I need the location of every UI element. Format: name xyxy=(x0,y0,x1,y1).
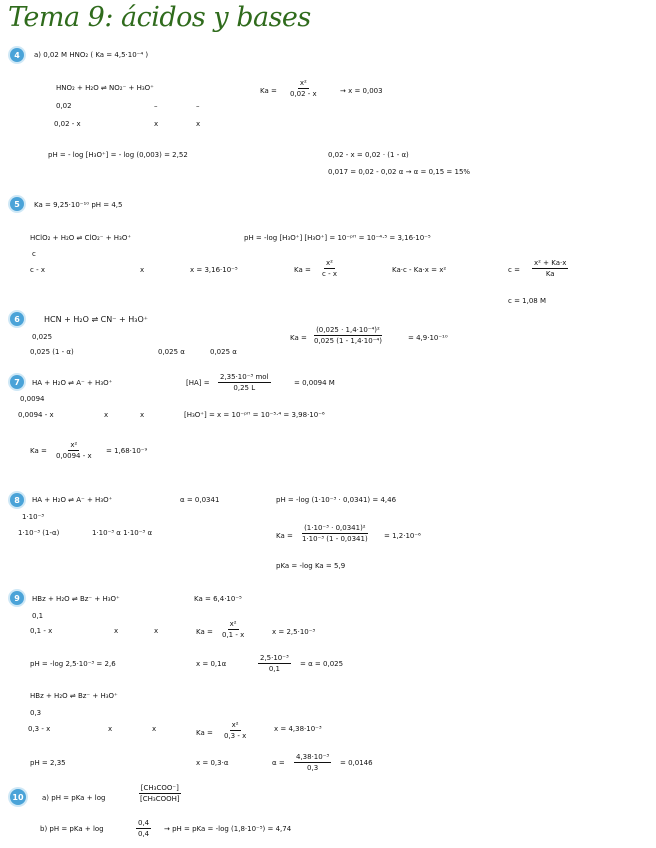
problem-6-equilibrium-x: 0,025 α xyxy=(158,348,185,356)
problem-7-ka-result: = 1,68·10⁻⁹ xyxy=(106,447,148,455)
fraction-denominator: 0,1 - x xyxy=(222,631,245,640)
problem-7-equilibrium-x: x xyxy=(140,411,145,419)
problem-5-initial: c xyxy=(32,250,36,258)
fraction-numerator: x² + Ka·x xyxy=(532,259,568,269)
fraction-denominator: 1·10⁻³ (1 - 0,0341) xyxy=(302,535,368,544)
problem-9-ka2-fraction xyxy=(222,721,248,740)
problem-6-equilibrium-x: 0,025 α xyxy=(210,348,237,356)
problem-10-badge: 10 xyxy=(10,789,26,805)
problem-5-x-value: x = 3,16·10⁻⁵ xyxy=(190,266,238,274)
problem-4-alpha-line-2: 0,017 = 0,02 - 0,02 α → α = 0,15 = 15% xyxy=(328,168,471,176)
fraction-denominator: 0,4 xyxy=(138,830,150,839)
fraction-numerator: (1·10⁻³ · 0,0341)² xyxy=(302,524,368,534)
problem-9-ka-fraction xyxy=(220,620,246,639)
problem-5-equilibrium: c - x xyxy=(30,266,45,274)
problem-4-equilibrium: 0,02 - x xyxy=(54,120,81,128)
problem-8-ka-label: Ka = xyxy=(276,532,293,540)
fraction-numerator: x² xyxy=(230,721,241,731)
problem-8-ka-fraction xyxy=(300,524,370,543)
problem-8-badge: 8 xyxy=(10,493,24,507)
problem-5-badge: 5 xyxy=(10,197,24,211)
problem-5-reaction: HClO₂ + H₂O ⇌ ClO₂⁻ + H₃O⁺ xyxy=(30,234,132,242)
fraction-denominator: 0,025 (1 - 1,4·10⁻⁴) xyxy=(314,337,382,346)
problem-10-b-fraction xyxy=(136,819,151,838)
problem-9-equilibrium: 0,1 - x xyxy=(30,627,53,635)
fraction-denominator: 0,0094 - x xyxy=(56,452,92,461)
problem-9-alpha-result: = α = 0,025 xyxy=(300,660,344,668)
problem-9-badge: 9 xyxy=(10,591,24,605)
problem-4-initial: 0,02 xyxy=(56,102,72,110)
problem-6-badge: 6 xyxy=(10,312,24,326)
problem-9-alpha2-result: = 0,0146 xyxy=(340,759,373,767)
problem-8-equilibrium-x: 1·10⁻³ α 1·10⁻³ α xyxy=(92,529,153,537)
problem-4-initial-dash: – xyxy=(154,102,158,110)
fraction-numerator: (0,025 · 1,4·10⁻⁴)² xyxy=(314,326,382,336)
problem-4-initial-dash: – xyxy=(196,102,200,110)
problem-6-ka-label: Ka = xyxy=(290,334,307,342)
fraction-numerator: 2,5·10⁻³ xyxy=(258,654,291,664)
problem-10-b-result: → pH = pKa = -log (1,8·10⁻⁵) = 4,74 xyxy=(164,825,292,833)
problem-9-initial-2: 0,3 xyxy=(30,709,42,717)
fraction-denominator: 0,3 xyxy=(307,764,319,773)
problem-9-ph-2: pH = 2,35 xyxy=(30,759,66,767)
problem-9-ka: Ka = 6,4·10⁻⁵ xyxy=(194,595,242,603)
problem-4-alpha-line-1: 0,02 - x = 0,02 · (1 - α) xyxy=(328,151,409,159)
fraction-denominator: c - x xyxy=(322,270,337,279)
problem-7-equilibrium-x: x xyxy=(104,411,109,419)
problem-9-reaction: HBz + H₂O ⇌ Bz⁻ + H₃O⁺ xyxy=(32,595,120,603)
fraction-numerator: x² xyxy=(324,259,335,269)
problem-9-ka2-label: Ka = xyxy=(196,729,213,737)
problem-4-ka-fraction xyxy=(288,79,319,98)
problem-8-reaction: HA + H₂O ⇌ A⁻ + H₃O⁺ xyxy=(32,496,113,504)
fraction-denominator: 0,3 - x xyxy=(224,732,247,741)
problem-7-ka-fraction xyxy=(54,441,94,460)
problem-9-equilibrium-2-x: x xyxy=(152,725,157,733)
problem-4-statement: a) 0,02 M HNO₂ ( Ka = 4,5·10⁻⁴ ) xyxy=(34,51,149,59)
problem-10-b-prefix: b) pH = pKa + log xyxy=(40,825,104,833)
fraction-numerator: x² xyxy=(68,441,79,451)
fraction-denominator: 0,02 - x xyxy=(290,90,317,99)
fraction-denominator: 0,1 xyxy=(268,665,280,674)
problem-9-reaction-2: HBz + H₂O ⇌ Bz⁻ + H₃O⁺ xyxy=(30,692,118,700)
problem-9-initial: 0,1 xyxy=(32,612,44,620)
problem-5-statement: Ka = 9,25·10⁻¹⁰ pH = 4,5 xyxy=(34,201,123,209)
problem-9-equilibrium-x: x xyxy=(154,627,159,635)
problem-8-ka-result: = 1,2·10⁻⁶ xyxy=(384,532,421,540)
fraction-numerator: 0,4 xyxy=(136,819,151,829)
problem-9-equilibrium-x: x xyxy=(114,627,119,635)
problem-5-ka-fraction xyxy=(320,259,339,278)
problem-6-ka-result: = 4,9·10⁻¹⁰ xyxy=(408,334,448,342)
problem-5-c-label: c = xyxy=(508,266,520,274)
problem-7-ka-label: Ka = xyxy=(30,447,47,455)
problem-7-initial: 0,0094 xyxy=(20,395,45,403)
fraction-denominator: 0,25 L xyxy=(233,384,256,393)
problem-9-x-result: x = 2,5·10⁻³ xyxy=(272,628,316,636)
fraction-numerator: [CH₃COO⁻] xyxy=(139,784,181,794)
problem-4-equilibrium-x: x xyxy=(154,120,159,128)
fraction-numerator: 2,35·10⁻³ mol xyxy=(218,373,271,383)
fraction-numerator: x² xyxy=(298,79,309,89)
problem-5-c-fraction xyxy=(532,259,568,278)
problem-5-c-result: c = 1,08 M xyxy=(508,297,547,305)
problem-7-conc-label: [HA] = xyxy=(186,379,210,387)
problem-6-reaction: HCN + H₂O ⇌ CN⁻ + H₃O⁺ xyxy=(44,315,149,324)
problem-9-alpha2-fraction xyxy=(294,753,331,772)
problem-4-ka-label: Ka = xyxy=(260,87,277,95)
page-title: Tema 9: ácidos y bases xyxy=(8,2,311,33)
problem-9-alpha2-label: α = xyxy=(272,759,285,767)
problem-10-a-fraction xyxy=(138,784,182,803)
problem-9-ph: pH = -log 2,5·10⁻³ = 2,6 xyxy=(30,660,116,668)
problem-8-pka: pKa = -log Ka = 5,9 xyxy=(276,562,346,570)
problem-9-equilibrium-2-x: x xyxy=(108,725,113,733)
problem-9-ka-label: Ka = xyxy=(196,628,213,636)
problem-4-equilibrium-x: x xyxy=(196,120,201,128)
fraction-numerator: x² xyxy=(228,620,239,630)
problem-6-initial: 0,025 xyxy=(32,333,53,341)
problem-9-alpha-fraction xyxy=(258,654,291,673)
problem-7-badge: 7 xyxy=(10,375,24,389)
problem-9-equilibrium-2: 0,3 - x xyxy=(28,725,51,733)
problem-7-conc-result: = 0,0094 M xyxy=(294,379,335,387)
problem-7-equilibrium: 0,0094 - x xyxy=(18,411,54,419)
problem-5-rearranged: Ka·c - Ka·x = x² xyxy=(392,266,447,274)
problem-8-initial: 1·10⁻³ xyxy=(22,513,45,521)
problem-8-equilibrium: 1·10⁻³ (1-α) xyxy=(18,529,60,537)
problem-7-h3o: [H₃O⁺] = x = 10⁻ᵖᴴ = 10⁻⁵·⁴ = 3,98·10⁻⁶ xyxy=(184,411,325,419)
fraction-denominator: Ka xyxy=(545,270,555,279)
problem-6-ka-fraction xyxy=(312,326,384,345)
problem-9-x2-result: x = 4,38·10⁻³ xyxy=(274,725,322,733)
problem-4-reaction: HNO₂ + H₂O ⇌ NO₂⁻ + H₃O⁺ xyxy=(56,84,154,92)
problem-10-a-prefix: a) pH = pKa + log xyxy=(42,794,106,802)
problem-8-ph: pH = -log (1·10⁻³ · 0,0341) = 4,46 xyxy=(276,496,397,504)
problem-5-ph-equation: pH = -log [H₃O⁺] [H₃O⁺] = 10⁻ᵖᴴ = 10⁻⁴·⁵ = 3,16·10⁻⁵ xyxy=(244,234,431,242)
problem-9-x-alpha: x = 0,1α xyxy=(196,660,227,668)
problem-4-badge: 4 xyxy=(10,48,24,62)
problem-4-ph: pH = - log [H₃O⁺] = - log (0,003) = 2,52 xyxy=(48,151,188,159)
fraction-denominator: [CH₃COOH] xyxy=(140,795,180,804)
problem-8-alpha: α = 0,0341 xyxy=(180,496,220,504)
problem-7-reaction: HA + H₂O ⇌ A⁻ + H₃O⁺ xyxy=(32,379,113,387)
problem-7-conc-fraction xyxy=(218,373,271,392)
problem-4-ka-result: → x = 0,003 xyxy=(340,87,383,95)
problem-5-equilibrium-x: x xyxy=(140,266,145,274)
problem-9-x2-alpha: x = 0,3·α xyxy=(196,759,229,767)
problem-6-equilibrium: 0,025 (1 - α) xyxy=(30,348,74,356)
fraction-numerator: 4,38·10⁻³ xyxy=(294,753,331,763)
problem-5-ka-label: Ka = xyxy=(294,266,311,274)
